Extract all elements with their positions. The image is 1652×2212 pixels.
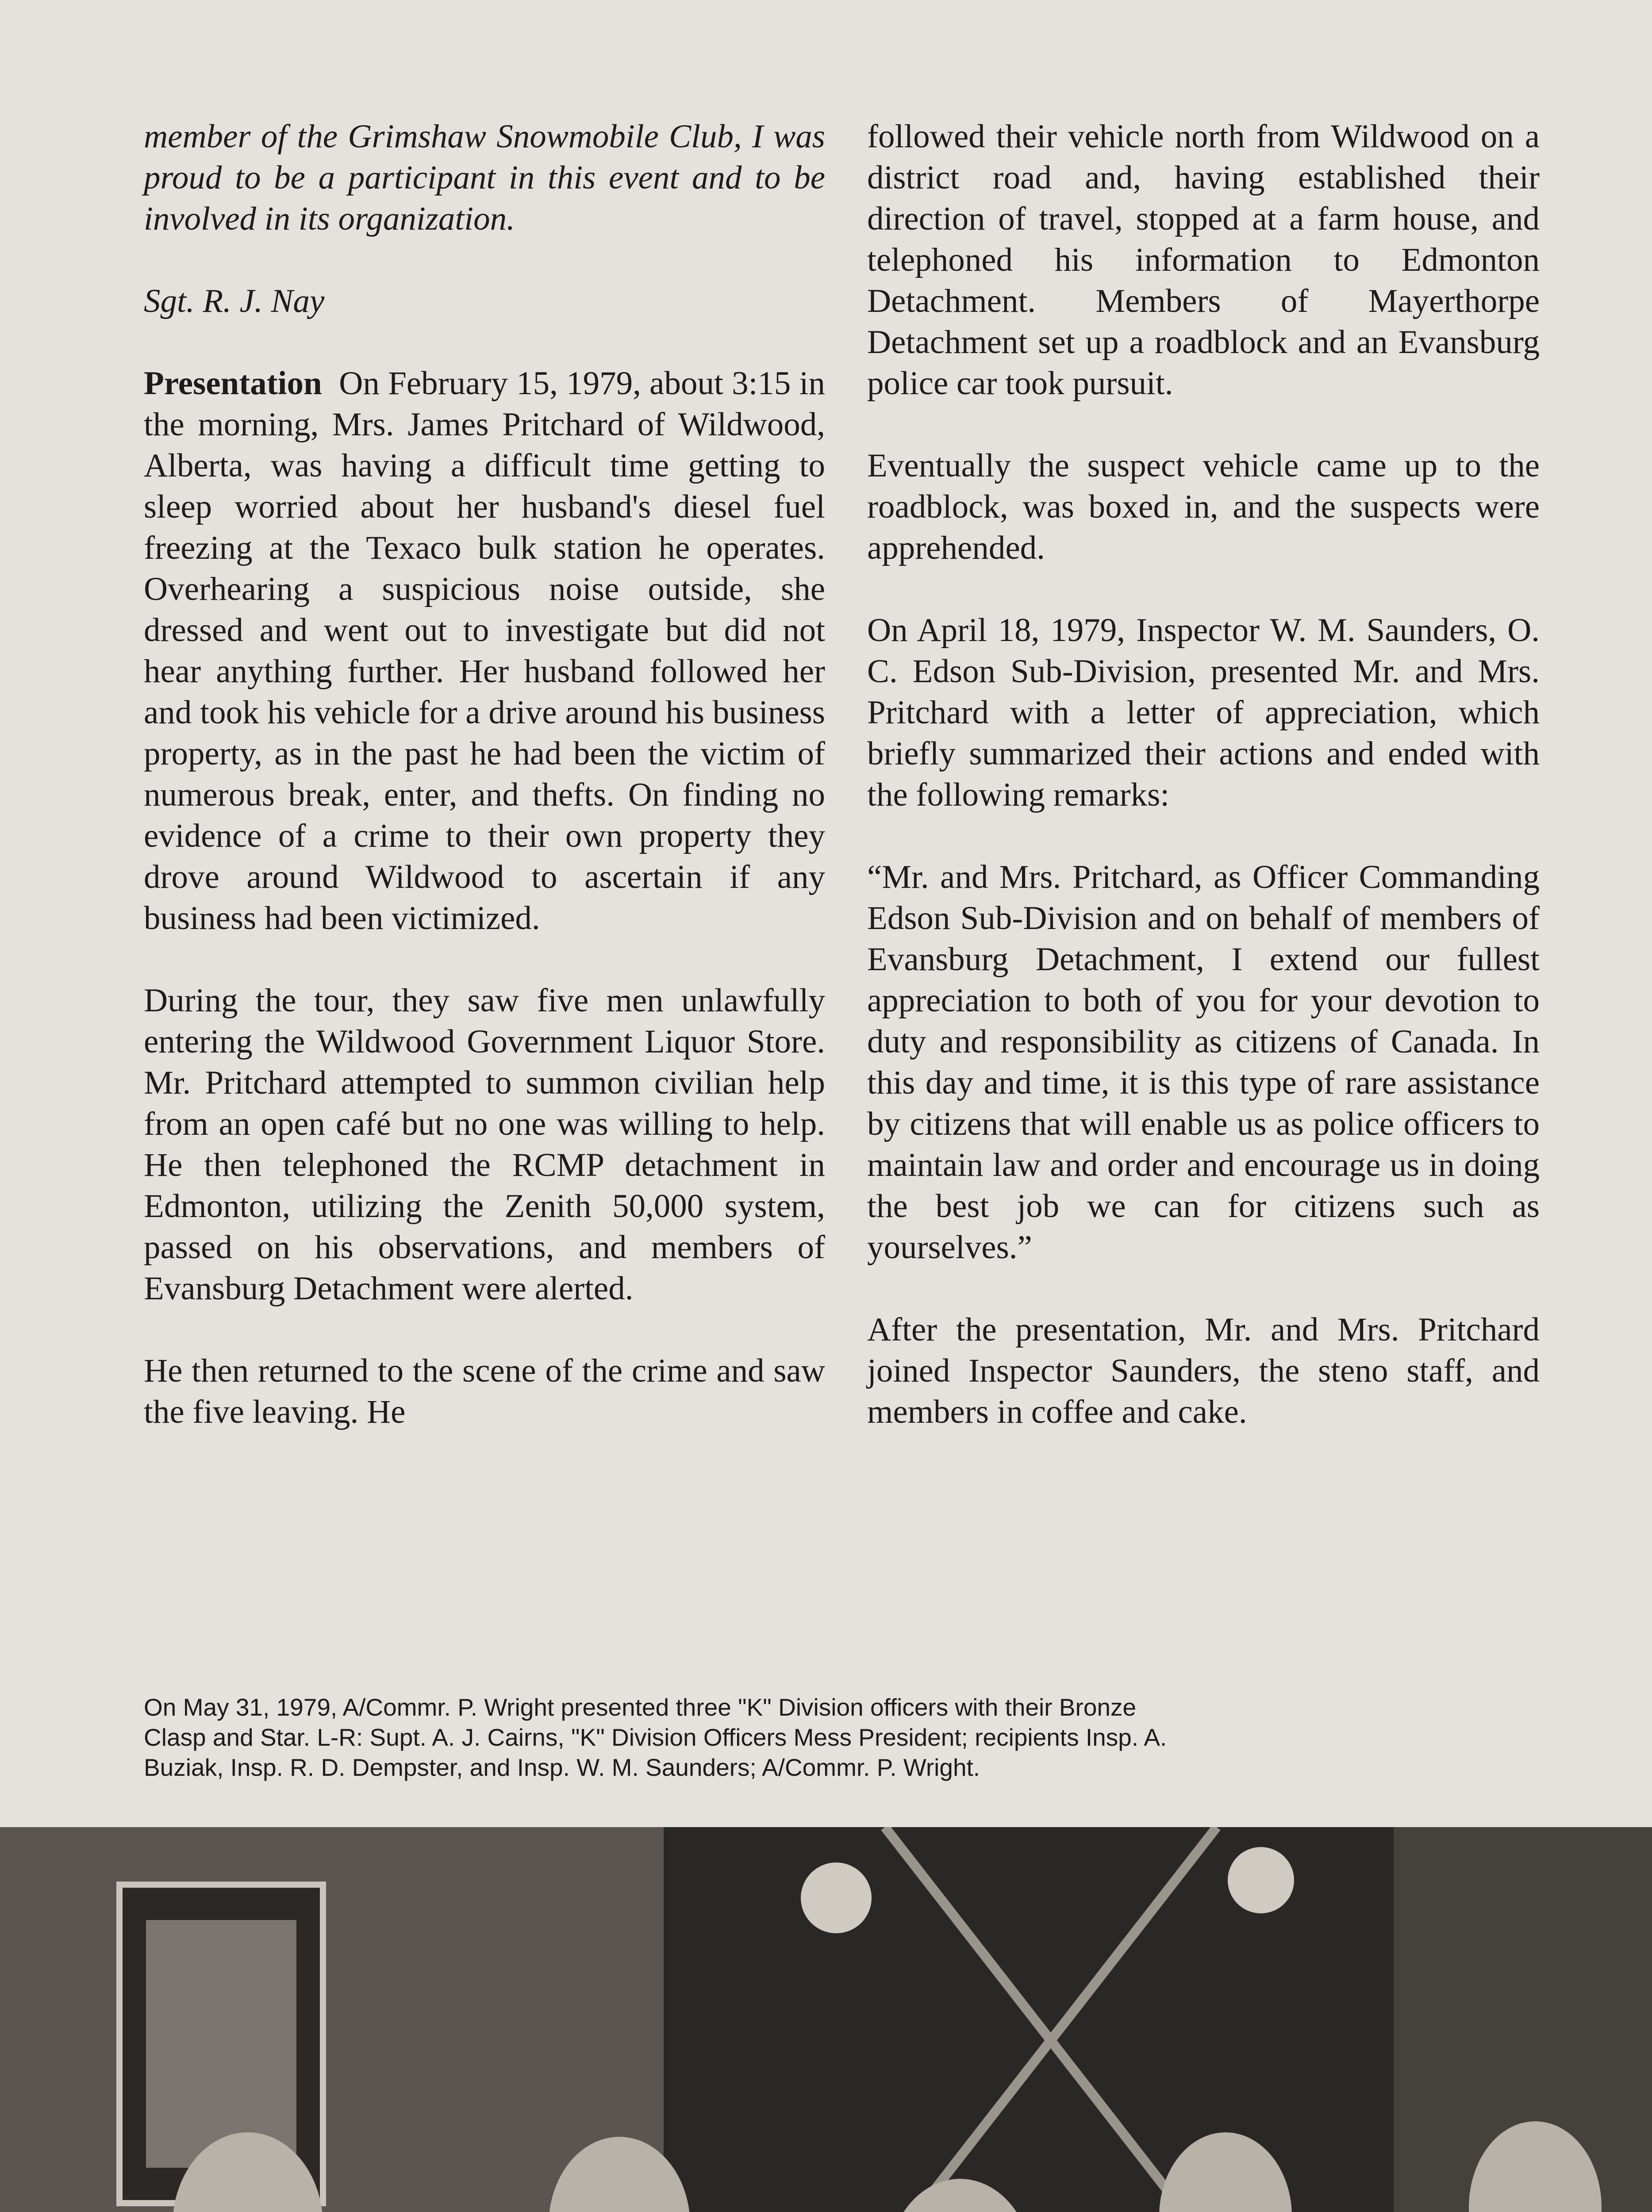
left-column bbox=[144, 116, 825, 1432]
coffee-paragraph: After the presentation, Mr. and Mrs. Pritchard joined Inspector Saunders, the steno staff, and members in coffee and cake. bbox=[867, 1311, 1540, 1430]
letter-paragraph: On April 18, 1979, Inspector W. M. Saunders, O. C. Edson Sub-Division, presented Mr. and Mrs. Pritchard with a letter of appreciation, which briefly summarized their actions and ended with the following remarks: bbox=[867, 612, 1540, 813]
closing-paragraph: member of the Grimshaw Snowmobile Club, I was proud to be a participant in this event and to be involved in its organization. bbox=[144, 118, 825, 237]
caption-line: Clasp and Star. L-R: Supt. A. J. Cairns, "K" Division Officers Mess President; recipients Insp. A. bbox=[144, 1724, 1167, 1751]
tour-paragraph: During the tour, they saw five men unlawfully entering the Wildwood Government Liquor Store. Mr. Pritchard attempted to summon civilian help from an open café but no one was willing to help. He then telephoned the RCMP detachment in Edmonton, utilizing the Zenith 50,000 system, passed on his observations, and members of Evansburg Detachment were alerted. bbox=[144, 982, 825, 1307]
presentation-paragraph bbox=[144, 363, 825, 939]
roadblock-paragraph: Eventually the suspect vehicle came up to the roadblock, was boxed in, and the suspects were apprehended. bbox=[867, 447, 1540, 566]
caption-line: On May 31, 1979, A/Commr. P. Wright presented three "K" Division officers with their Bronze bbox=[144, 1694, 1137, 1721]
group-photo bbox=[0, 1827, 1652, 2212]
group-photo-illustration bbox=[0, 1827, 1652, 2212]
return-paragraph: He then returned to the scene of the crime and saw the five leaving. He bbox=[144, 1352, 825, 1430]
signature: Sgt. R. J. Nay bbox=[144, 283, 325, 319]
right-column bbox=[867, 116, 1540, 1432]
section-heading: Presentation bbox=[144, 365, 322, 402]
presentation-text: On February 15, 1979, about 3:15 in the morning, Mrs. James Pritchard of Wildwood, Alberta, was having a difficult time getting to sleep worried about her husband's diesel fuel freezing at the Texaco bulk station he operates. Overhearing a suspicious noise outside, she dressed and went out to investigate but did not hear anything further. Her husband followed her and took his vehicle for a drive around his business property, as in the past he had been the victim of numerous break, enter, and thefts. On finding no evidence of a crime to their own property they drove around Wildwood to ascertain if any business had been victimized. bbox=[144, 365, 825, 937]
pursuit-paragraph: followed their vehicle north from Wildwood on a district road and, having established their direction of travel, stopped at a farm house, and telephoned his information to Edmonton Detachment. Members of Mayerthorpe Detachment set up a roadblock and an Evansburg police car took pursuit. bbox=[867, 118, 1540, 402]
quotation: “Mr. and Mrs. Pritchard, as Officer Commanding Edson Sub-Division and on behalf of members of Evansburg Detachment, I extend our fullest appreciation to both of you for your devotion to duty and responsibility as citizens of Canada. In this day and time, it is this type of rare assistance by citizens that will enable us as police officers to maintain law and order and encourage us in doing the best job we can for citizens such as yourselves.” bbox=[867, 859, 1540, 1266]
photo-caption bbox=[144, 1692, 1537, 1782]
caption-line: Buziak, Insp. R. D. Dempster, and Insp. W. M. Saunders; A/Commr. P. Wright. bbox=[144, 1754, 980, 1781]
